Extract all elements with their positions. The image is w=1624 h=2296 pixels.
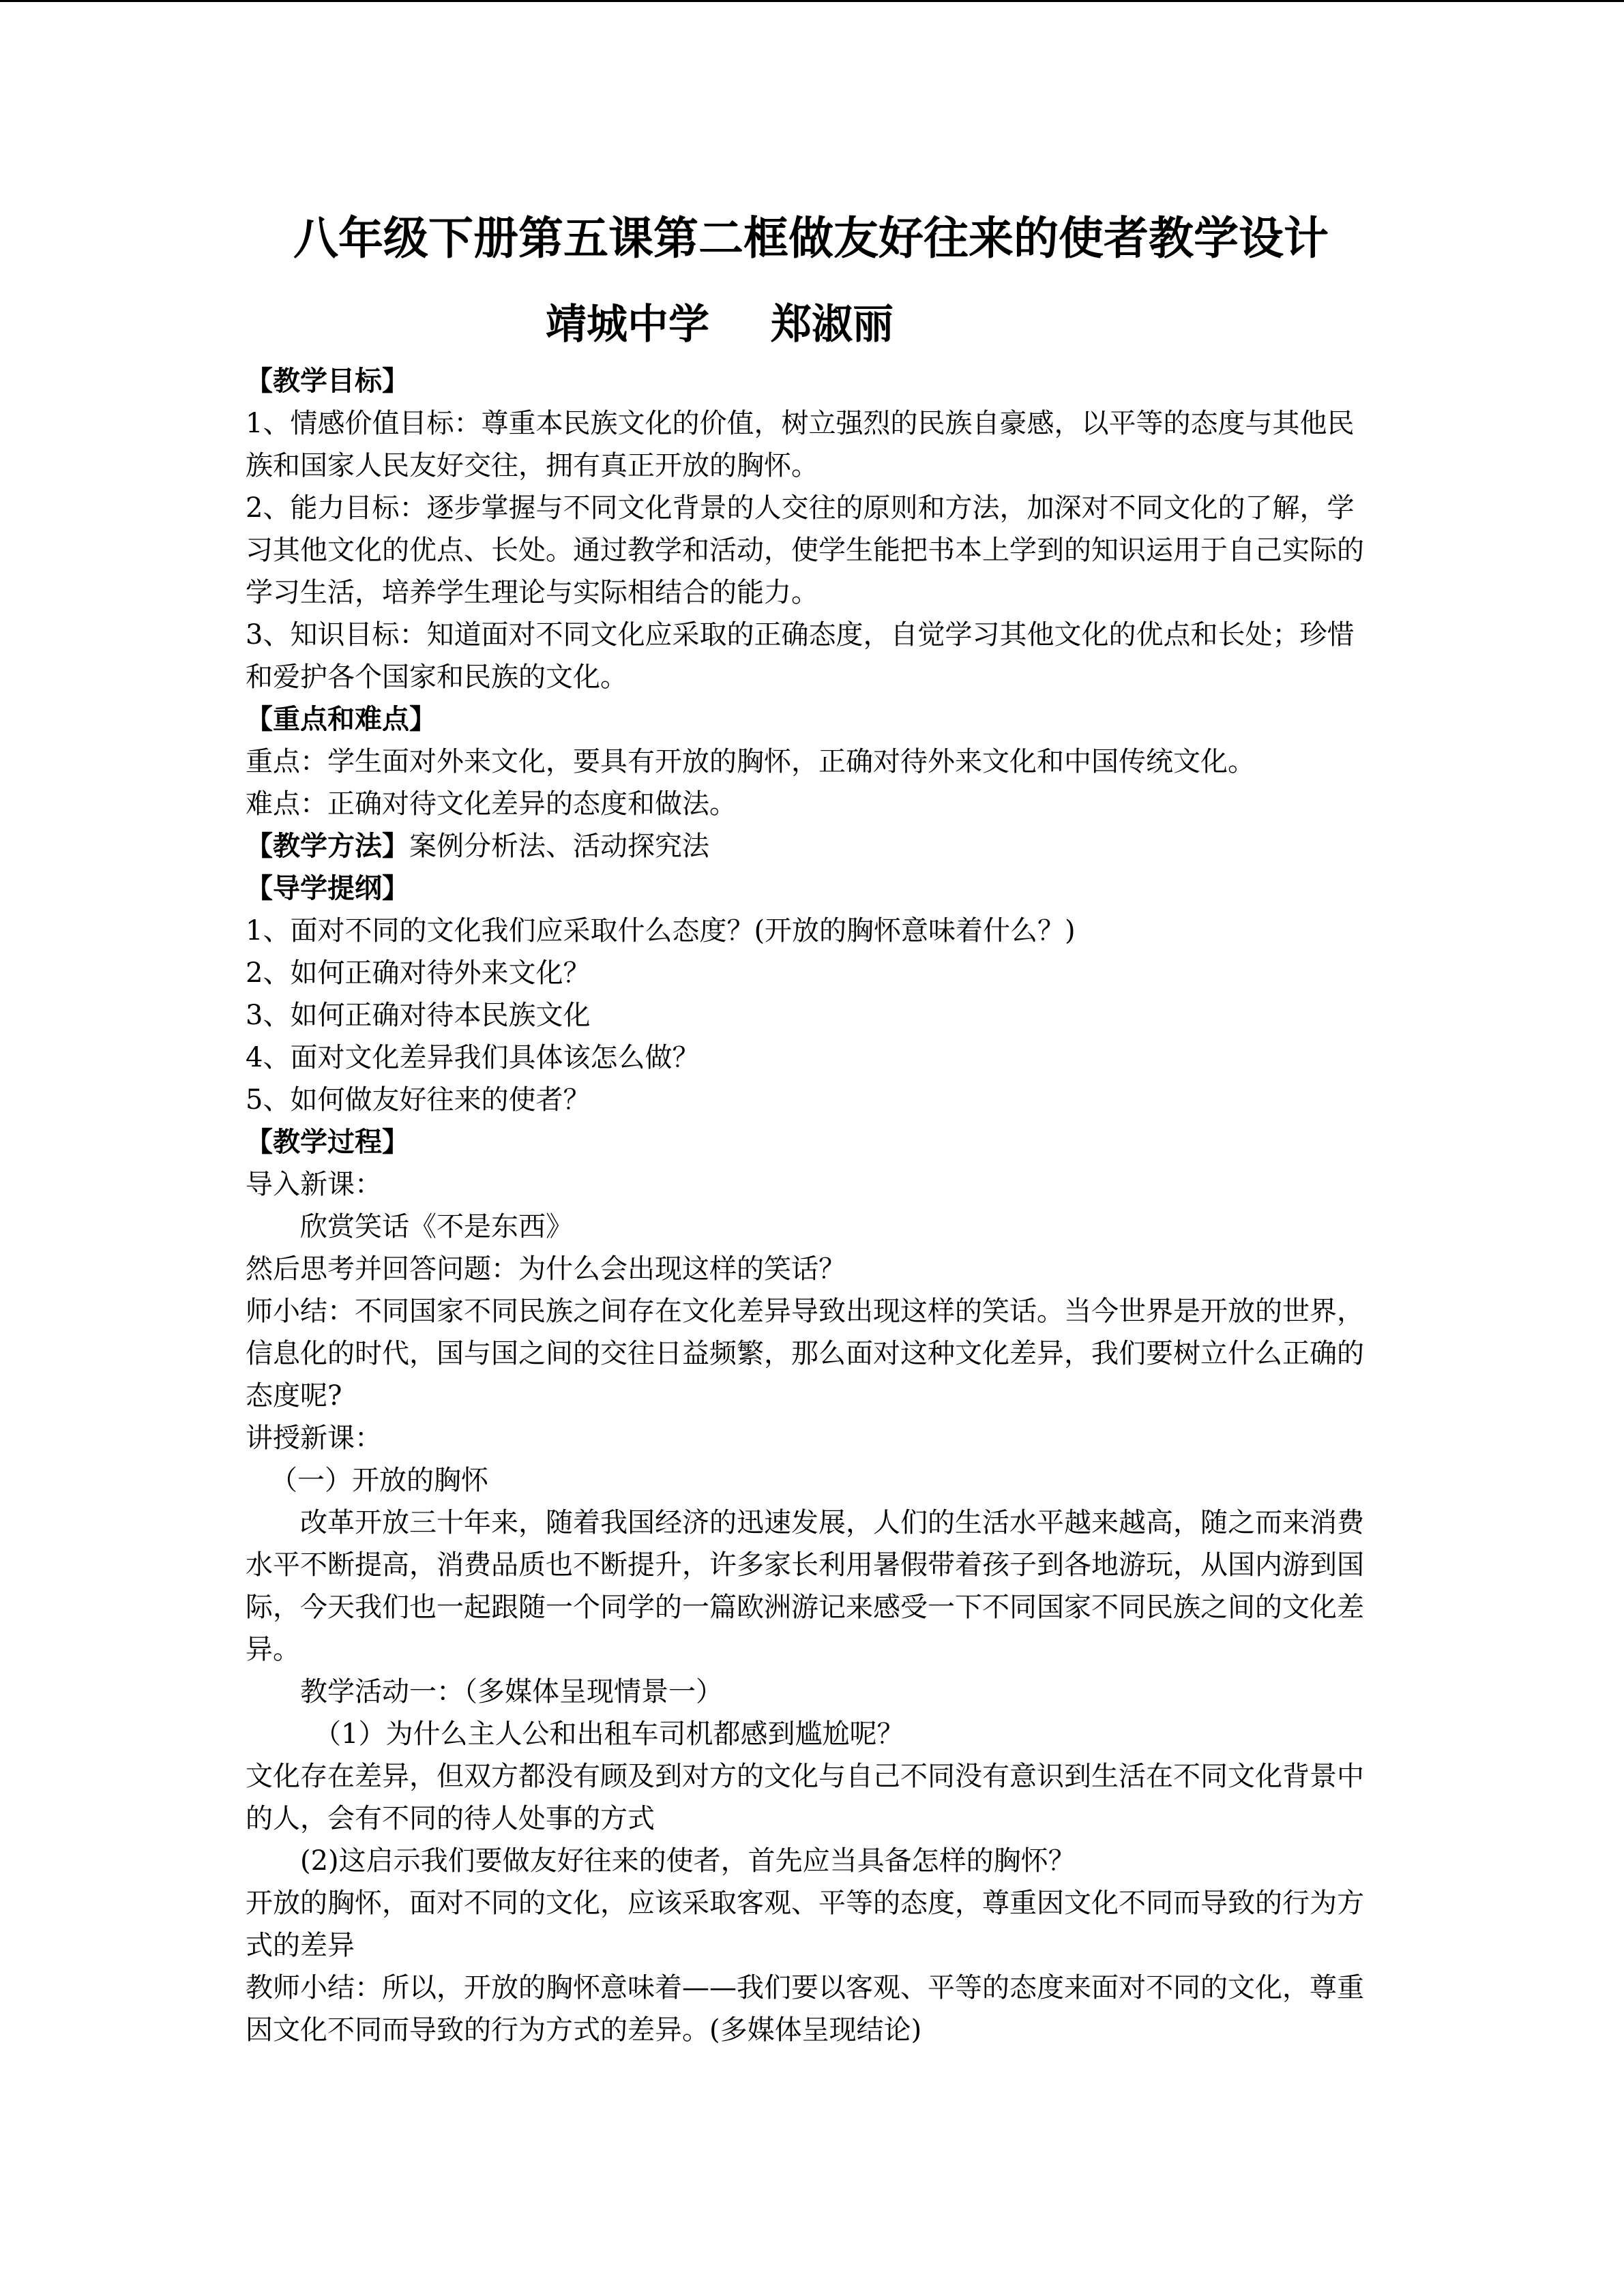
document-body	[246, 360, 1378, 2051]
key-points-heading: 【重点和难点】	[246, 704, 437, 735]
school-name: 靖城中学	[546, 301, 709, 348]
teacher-summary-1: 师小结：不同国家不同民族之间存在文化差异导致出现这样的笑话。当今世界是开放的世界，信息化的时代，国与国之间的交往日益频繁，那么面对这种文化差异，我们要树立什么正确的态度呢?	[246, 1296, 1364, 1412]
outline-heading: 【导学提纲】	[246, 873, 409, 904]
answer-1: 文化存在差异，但双方都没有顾及到对方的文化与自己不同没有意识到生活在不同文化背景中的人，会有不同的待人处事的方式	[246, 1761, 1364, 1834]
author-name: 郑淑丽	[771, 301, 894, 348]
outline-item: 2、如何正确对待外来文化？	[246, 957, 591, 989]
question-2: (2)这启示我们要做友好往来的使者，首先应当具备怎样的胸怀？	[300, 1845, 1076, 1877]
document-title: 八年级下册第五课第二框做友好往来的使者教学设计	[293, 212, 1329, 265]
outline-item: 1、面对不同的文化我们应采取什么态度？(开放的胸怀意味着什么？)	[246, 915, 1076, 946]
objectives-heading: 【教学目标】	[246, 366, 409, 397]
teacher-summary-2: 教师小结：所以，开放的胸怀意味着——我们要以客观、平等的态度来面对不同的文化，尊重因文化不同而导致的行为方式的差异。(多媒体呈现结论)	[246, 1972, 1364, 2046]
key-point: 重点：学生面对外来文化，要具有开放的胸怀，正确对待外来文化和中国传统文化。	[246, 746, 1255, 777]
intro-label: 导入新课：	[246, 1169, 382, 1200]
method-heading: 【教学方法】	[246, 831, 409, 862]
intro-joke: 欣赏笑话《不是东西》	[300, 1211, 573, 1242]
answer-2: 开放的胸怀，面对不同的文化，应该采取客观、平等的态度，尊重因文化不同而导致的行为方式的差异	[246, 1888, 1364, 1961]
outline-item: 4、面对文化差异我们具体该怎么做？	[246, 1042, 700, 1073]
author-line	[246, 292, 1378, 357]
intro-question: 然后思考并回答问题：为什么会出现这样的笑话？	[246, 1253, 846, 1285]
process-heading: 【教学过程】	[246, 1127, 409, 1158]
part-1-text: 改革开放三十年来，随着我国经济的迅速发展，人们的生活水平越来越高，随之而来消费水平不断提高，消费品质也不断提升，许多家长利用暑假带着孩子到各地游玩，从国内游到国际，今天我们也一起跟随一个同学的一篇欧洲游记来感受一下不同国家不同民族之间的文化差异。	[246, 1507, 1364, 1665]
method-line	[246, 825, 1378, 867]
difficulty-point: 难点：正确对待文化差异的态度和做法。	[246, 788, 737, 820]
page-top-border	[0, 0, 1624, 2]
lecture-label: 讲授新课：	[246, 1422, 382, 1454]
outline-item: 3、如何正确对待本民族文化	[246, 1000, 591, 1031]
objective-1: 1、情感价值目标：尊重本民族文化的价值，树立强烈的民族自豪感，以平等的态度与其他民族和国家人民友好交往，拥有真正开放的胸怀。	[246, 408, 1355, 481]
question-1: （1）为什么主人公和出租车司机都感到尴尬呢？	[314, 1718, 904, 1750]
objective-3: 3、知识目标：知道面对不同文化应采取的正确态度，自觉学习其他文化的优点和长处；珍惜和爱护各个国家和民族的文化。	[246, 619, 1355, 693]
part-1-title: （一）开放的胸怀	[270, 1465, 488, 1496]
method-text: 案例分析法、活动探究法	[409, 831, 709, 862]
objective-2: 2、能力目标：逐步掌握与不同文化背景的人交往的原则和方法，加深对不同文化的了解，学习其他文化的优点、长处。通过教学和活动，使学生能把书本上学到的知识运用于自己实际的学习生活，培养学生理论与实际相结合的能力。	[246, 492, 1364, 608]
outline-item: 5、如何做友好往来的使者？	[246, 1084, 591, 1116]
activity-1: 教学活动一：（多媒体呈现情景一）	[300, 1676, 723, 1708]
document-page	[246, 205, 1378, 2051]
